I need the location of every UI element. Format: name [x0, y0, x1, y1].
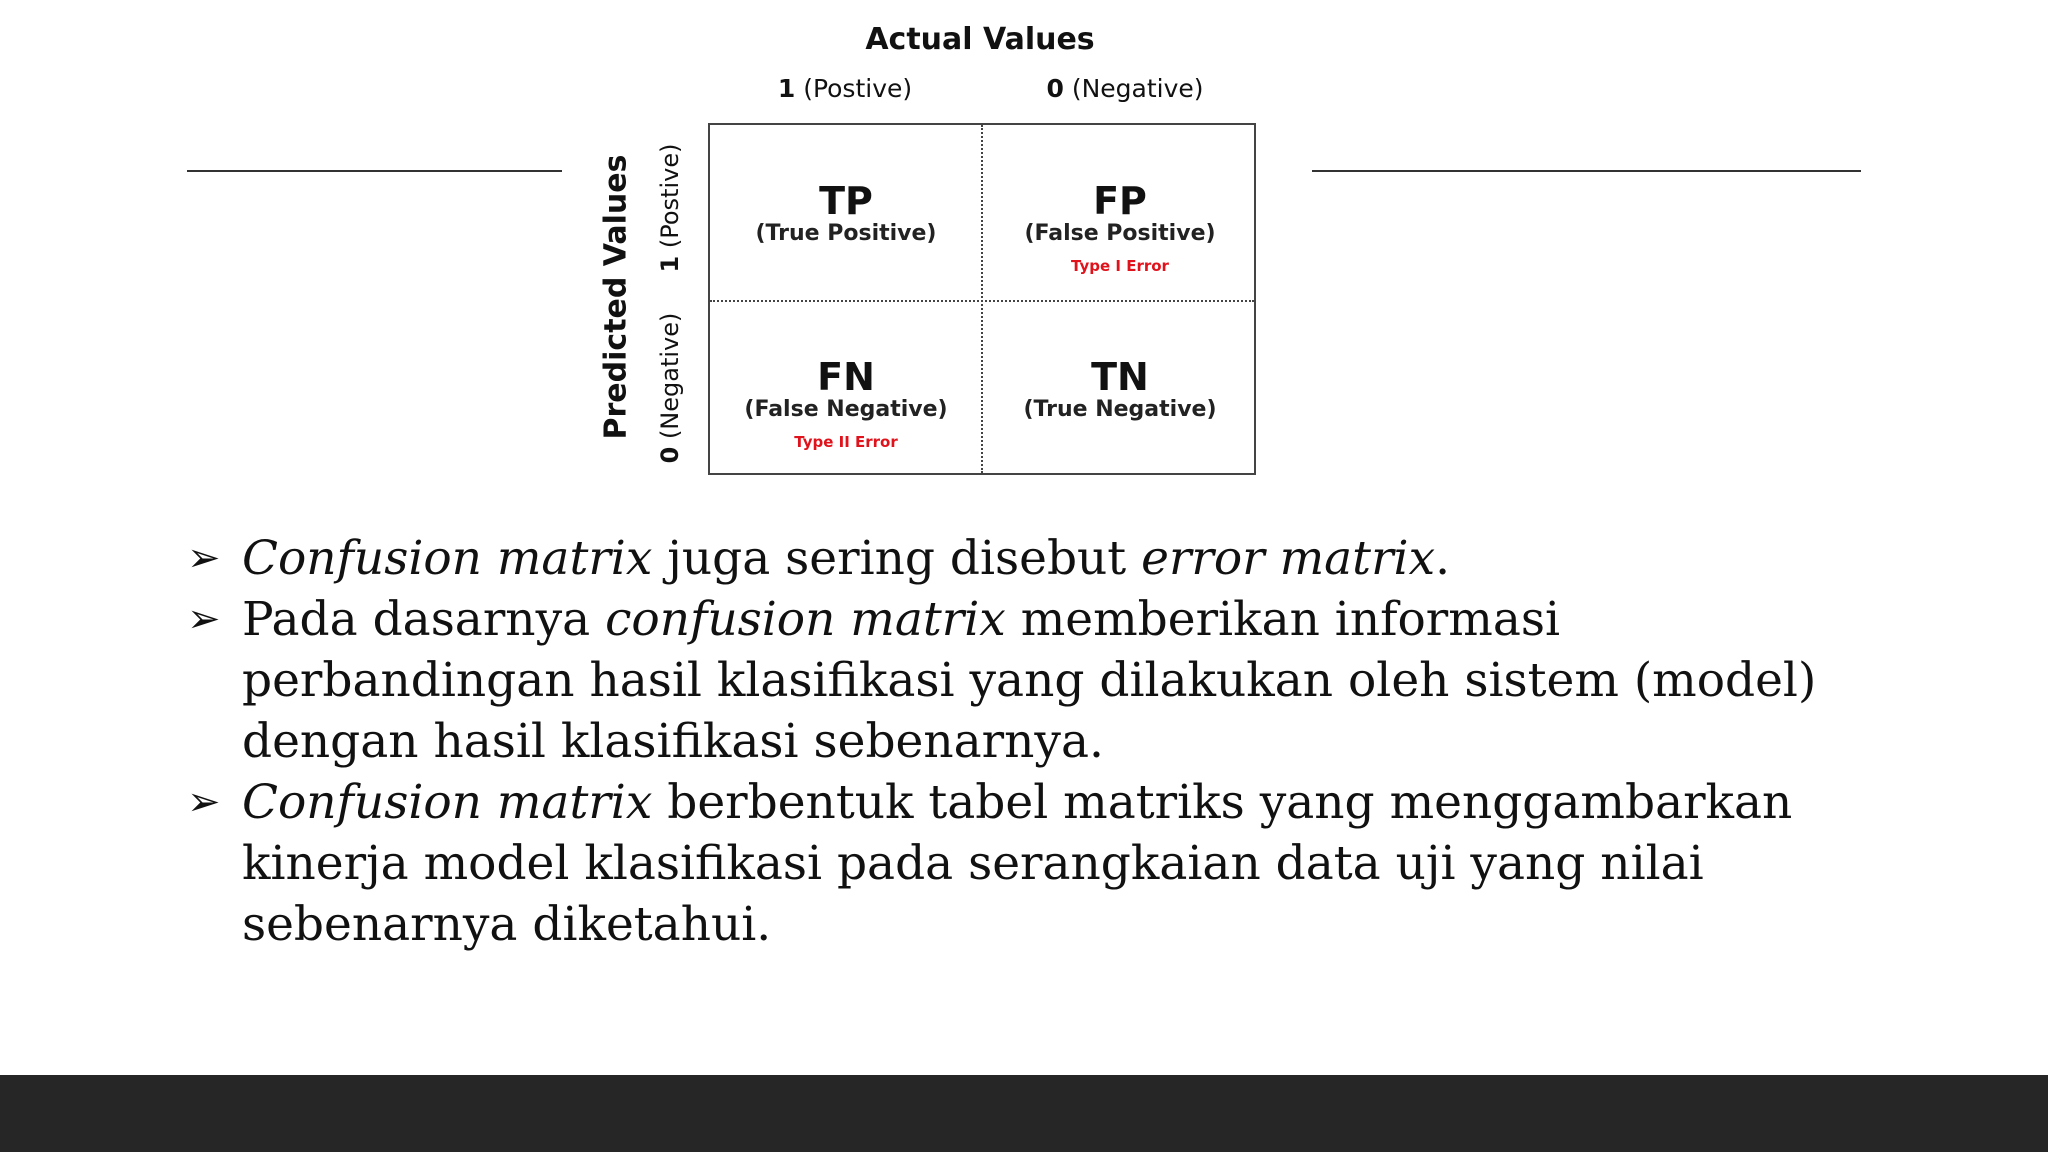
bullet-list: [187, 528, 1887, 955]
cell-fn-error: Type II Error: [794, 433, 898, 451]
cell-tp-abbr: TP: [819, 179, 873, 223]
bullet-3-text-1: berbentuk tabel matriks yang menggambarkan: [652, 775, 1793, 830]
arrow-bullet-icon: ➢: [187, 535, 221, 581]
bullet-2-text-2: memberikan informasi: [1005, 592, 1560, 647]
decorative-rule-left: [187, 170, 562, 172]
bullet-2-text-1: Pada dasarnya: [242, 592, 606, 647]
cell-fp-abbr: FP: [1093, 179, 1147, 223]
cell-tp-full: (True Positive): [755, 221, 937, 246]
decorative-rule-right: [1312, 170, 1861, 172]
bullet-1-text-1: juga sering disebut: [652, 531, 1142, 586]
cell-true-negative: [984, 357, 1256, 423]
column-label-negative-num: 0: [1046, 74, 1064, 103]
row-label-negative-wrap: [656, 313, 684, 464]
arrow-bullet-icon: ➢: [187, 596, 221, 642]
bullet-3-italic-1: Confusion matrix: [242, 775, 653, 830]
row-label-negative-text: (Negative): [656, 312, 684, 447]
cell-fp-full: (False Positive): [1024, 221, 1216, 246]
bullet-3-line-2: kinerja model klasifikasi pada serangkaian data uji yang nilai: [242, 836, 1704, 891]
bullet-item-1: [187, 528, 1887, 589]
row-label-positive-wrap: [656, 144, 684, 273]
bullet-2-italic-1: confusion matrix: [605, 592, 1006, 647]
bullet-3-line-3: sebenarnya diketahui.: [242, 897, 772, 952]
bullet-1-italic-1: Confusion matrix: [242, 531, 653, 586]
cell-fn-full: (False Negative): [744, 397, 948, 422]
row-label-positive-num: 1: [656, 255, 684, 273]
column-label-positive-num: 1: [777, 74, 796, 103]
row-label-negative-num: 0: [656, 446, 684, 464]
arrow-bullet-icon: ➢: [187, 779, 221, 825]
actual-values-title: Actual Values: [865, 22, 1095, 57]
column-label-positive: [705, 74, 985, 103]
bullet-1-italic-2: error matrix: [1141, 531, 1436, 586]
row-label-positive-text: (Postive): [656, 143, 684, 256]
cell-tn-full: (True Negative): [1023, 397, 1217, 422]
cell-fp-error: Type I Error: [1071, 257, 1169, 275]
cell-false-positive: [984, 181, 1256, 275]
predicted-values-title-text: Predicted Values: [598, 154, 634, 440]
matrix-grid: [708, 123, 1256, 475]
bullet-1-text-2: .: [1435, 531, 1451, 586]
column-label-negative-text: (Negative): [1063, 74, 1204, 103]
cell-tn-abbr: TN: [1091, 355, 1149, 399]
column-label-positive-text: (Postive): [795, 74, 913, 103]
bullet-item-3: [187, 772, 1887, 955]
bullet-2-line-2: perbandingan hasil klasifikasi yang dilakukan oleh sistem (model): [242, 653, 1817, 708]
matrix-divider-horizontal: [710, 300, 1254, 302]
footer-bar: [0, 1075, 2048, 1152]
cell-false-negative: [710, 357, 982, 451]
bullet-2-line-3: dengan hasil klasifikasi sebenarnya.: [242, 714, 1104, 769]
cell-true-positive: [710, 181, 982, 247]
column-label-negative: [985, 74, 1265, 103]
bullet-item-2: [187, 589, 1887, 772]
cell-fn-abbr: FN: [817, 355, 875, 399]
